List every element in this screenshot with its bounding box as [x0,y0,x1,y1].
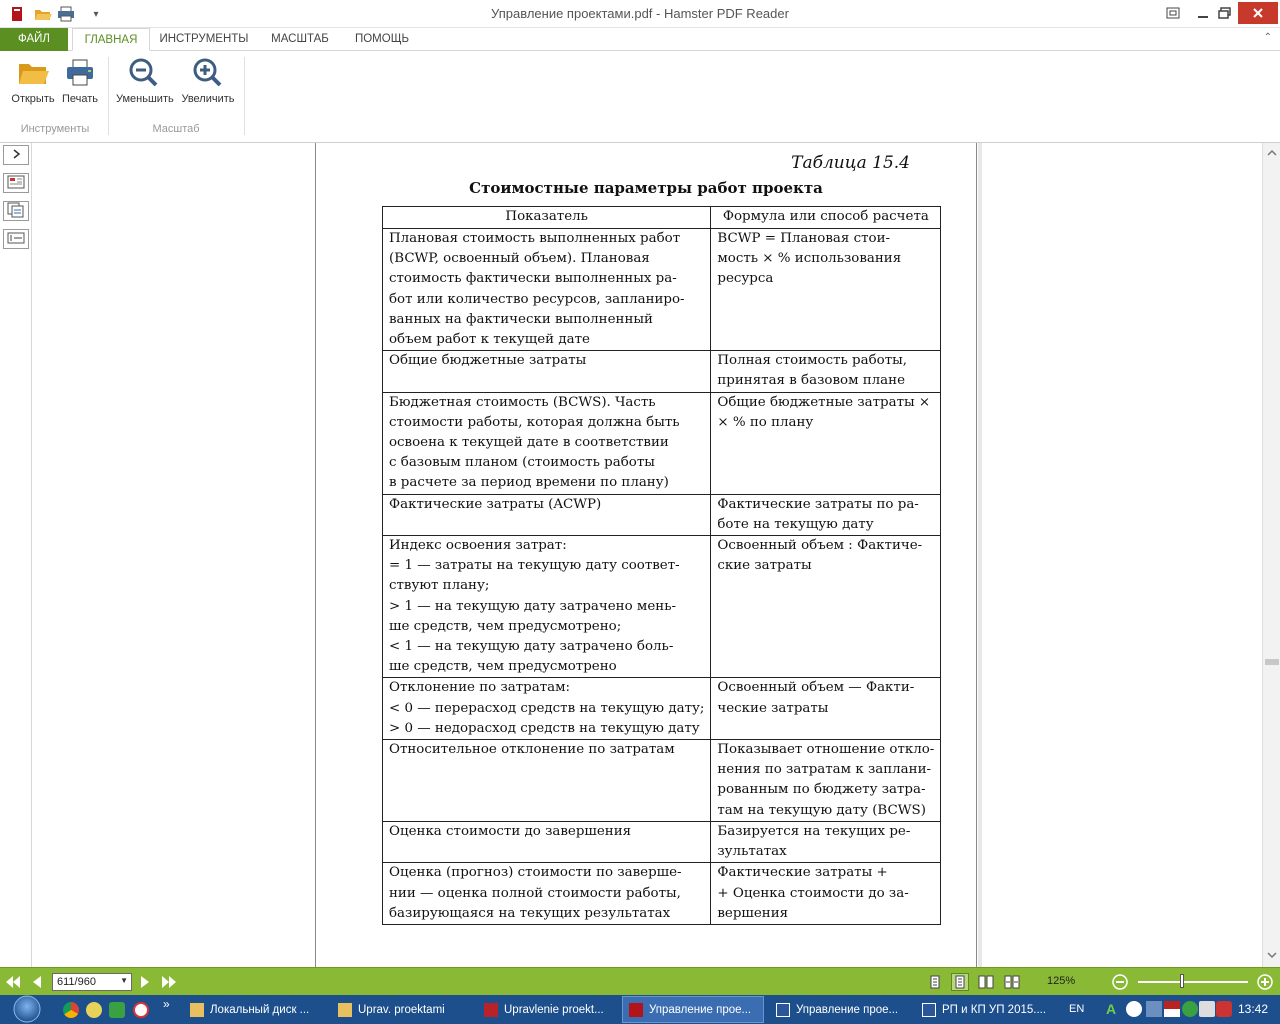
chevron-down-icon[interactable]: ▼ [120,976,128,985]
zoom-minus-icon[interactable] [1111,973,1129,991]
folder-icon [338,1003,352,1017]
taskbar [0,995,1280,1024]
zoom-in-label: Увеличить [181,93,235,105]
single-page-view-icon[interactable] [926,973,944,991]
indicator-cell [383,536,711,678]
indicator-cell [383,351,711,392]
table-row [383,863,941,925]
cell-text-line: Базируется на текущих ре- [717,823,911,839]
cell-text-line: ресурса [717,271,774,287]
app-tray-icon[interactable] [1216,1001,1232,1017]
quicklaunch-overflow-icon[interactable]: » [163,997,170,1011]
cell-text-line: там на текущую дату (BCWS) [717,802,926,818]
cell-text-line: Показывает отношение откло- [717,742,935,758]
cell-text-line: бот или количество ресурсов, запланиро- [389,291,685,307]
vertical-scrollbar[interactable] [1262,143,1280,967]
cell-text-line: боте на текущую дату [717,516,874,532]
clock[interactable]: 13:42 [1238,1002,1269,1016]
taskbar-item-label: Upravlenie proekt... [504,1003,604,1016]
cell-text-line: с базовым планом (стоимость работы [389,455,655,471]
table-row [383,392,941,494]
bookmarks-button[interactable] [3,229,29,249]
cell-text-line: стоимость фактически выполненных ра- [389,271,677,287]
table-number: Таблица 15.4 [791,153,910,173]
cell-text-line: < 0 — перерасход средств на текущую дату; [389,700,705,716]
pdf-page [315,143,977,967]
cell-text-line: Оценка стоимости до завершения [389,823,632,839]
indicator-cell [383,740,711,822]
formula-cell [711,229,941,351]
zoom-slider[interactable] [1138,981,1248,983]
table-header-row [383,207,941,229]
two-page-view-icon[interactable] [977,973,995,991]
taskbar-item-label: Управление прое... [796,1003,899,1016]
zoom-out-label: Уменьшить [116,93,174,105]
chrome-icon[interactable] [63,1002,79,1018]
network-icon[interactable] [1146,1001,1162,1017]
title-bar [0,0,1280,28]
zoom-plus-icon[interactable] [1256,973,1274,991]
cell-text-line: Оценка (прогноз) стоимости по заверше- [389,865,682,881]
cell-text-line: Общие бюджетные затраты × [717,394,931,410]
cell-text-line: рованным по бюджету затра- [717,782,926,798]
group-separator [108,57,109,135]
cell-text-line: Освоенный объем : Фактиче- [717,538,923,554]
cell-text-line: Освоенный объем — Факти- [717,680,915,696]
scroll-down-icon[interactable] [1264,949,1280,961]
cell-text-line: Общие бюджетные затраты [389,353,587,369]
formula-cell [711,863,941,925]
cell-text-line: Фактические затраты + [717,865,888,881]
zoom-in-button[interactable] [180,57,236,109]
cell-text-line: BCWP = Плановая стои- [717,231,891,246]
indicator-cell [383,392,711,494]
taskbar-item-word-doc[interactable] [770,996,912,1023]
cell-text-line: < 1 — на текущую дату затрачено боль- [389,639,674,655]
torrent-icon[interactable] [109,1002,125,1018]
indicator-cell [383,494,711,535]
thumbnails-icon [7,175,25,192]
mail-agent-icon[interactable] [86,1002,102,1018]
speaker-icon[interactable] [1199,1001,1215,1017]
cell-text-line: принятая в базовом плане [717,373,906,389]
previous-page-icon[interactable] [28,973,46,991]
printer-icon [52,57,108,89]
taskbar-item-pdf-file[interactable] [478,996,618,1023]
cell-text-line: ческие затраты [717,700,829,716]
taskbar-item-hamster-pdf[interactable] [622,996,764,1023]
zoom-in-icon [180,57,236,89]
table-row [383,821,941,862]
expand-panel-icon [11,148,21,162]
cell-text-line: Плановая стоимость выполненных работ [389,231,681,246]
last-page-icon[interactable] [160,973,178,991]
continuous-view-icon[interactable] [951,973,969,991]
taskbar-item-local-disk[interactable] [184,996,326,1023]
table-title: Стоимостные параметры работ проекта [469,179,823,197]
page-number-input[interactable] [52,973,132,991]
expand-panel-button[interactable] [3,145,29,165]
checkmark-icon[interactable] [1126,1001,1142,1017]
table-row [383,536,941,678]
side-panel-strip [0,143,32,967]
formula-cell [711,821,941,862]
indicator-cell [383,678,711,740]
taskbar-item-label: Локальный диск ... [210,1003,310,1016]
pages-icon [7,202,25,221]
taskbar-item-word-rp-kp[interactable] [916,996,1048,1023]
hamster-pdf-icon [629,1003,643,1017]
header-formula: Формула или способ расчета [711,207,941,229]
cell-text-line: Бюджетная стоимость (BCWS). Часть [389,394,656,410]
group-label-tools: Инструменты [20,123,90,135]
group-separator [244,57,245,135]
cell-text-line: + Оценка стоимости до за- [717,885,909,901]
group-label-zoom: Масштаб [152,123,200,135]
word-icon [922,1003,936,1017]
cell-text-line: Относительное отклонение по затратам [389,742,675,758]
cell-text-line: Фактические затраты по ра- [717,496,919,512]
formula-cell [711,740,941,822]
cell-text-line: освоена к текущей дате в соответствии [389,435,669,451]
language-indicator[interactable]: EN [1069,1003,1085,1015]
cell-text-line: × % по плану [717,414,814,430]
document-viewport[interactable] [32,143,1262,967]
cell-text-line: (BCWP, освоенный объем). Плановая [389,251,650,267]
scrollbar-thumb[interactable] [1265,659,1279,665]
print-label: Печать [61,93,99,105]
cell-text-line: зультатах [717,844,787,860]
cell-text-line: = 1 — затраты на текущую дату соответ- [389,558,680,574]
tab-zoom[interactable]: МАСШТАБ [271,33,329,45]
zoom-slider-handle[interactable] [1180,974,1184,988]
print-button[interactable] [52,57,108,109]
formula-cell [711,536,941,678]
quick-access-dropdown-icon[interactable]: ▾ [93,8,99,20]
zoom-out-button[interactable] [116,57,172,109]
cell-text-line: в расчете за период времени по плану) [389,475,669,491]
formula-cell [711,351,941,392]
indicator-cell [383,229,711,351]
window-title: Управление проектами.pdf - Hamster PDF Reader [491,6,789,21]
page-edge [978,143,982,967]
taskbar-item-label: Uprav. proektami [358,1003,445,1016]
cell-text-line: ские затраты [717,558,812,574]
cell-text-line: > 1 — на текущую дату затрачено мень- [389,598,677,614]
tab-help[interactable]: ПОМОЩЬ [354,33,410,45]
zoom-level: 125% [1047,975,1076,987]
antivirus-icon[interactable]: A [1106,1001,1117,1017]
tab-tools[interactable]: ИНСТРУМЕНТЫ [159,33,249,45]
ribbon [0,51,1280,143]
folder-icon [190,1003,204,1017]
table-row [383,678,941,740]
open-label: Открыть [11,93,55,105]
table-row [383,229,941,351]
cell-text-line: объем работ к текущей дате [389,332,590,348]
cell-text-line: Полная стоимость работы, [717,353,908,369]
status-bar [0,967,1280,995]
cell-text-line: Индекс освоения затрат: [389,538,567,554]
scroll-up-icon[interactable] [1264,147,1280,159]
table-row [383,351,941,392]
cell-text-line: Отклонение по затратам: [389,680,571,696]
yandex-browser-icon[interactable] [133,1002,149,1018]
ribbon-tabs [0,28,1280,51]
cell-text-line: стоимости работы, которая должна быть [389,414,680,430]
cell-text-line: базирующаяся на текущих результатах [389,905,671,921]
two-page-continuous-view-icon[interactable] [1003,973,1021,991]
thumbnails-button[interactable] [3,173,29,193]
first-page-icon[interactable] [4,973,22,991]
cell-text-line: Фактические затраты (ACWP) [389,496,602,512]
formula-cell [711,392,941,494]
cell-text-line: вершения [717,905,789,921]
cell-text-line: ванных на фактически выполненный [389,311,653,327]
formula-cell [711,678,941,740]
info-icon[interactable] [1182,1001,1198,1017]
zoom-out-icon [116,57,172,89]
cost-parameters-table [382,206,941,925]
table-row [383,494,941,535]
tab-home[interactable]: ГЛАВНАЯ [72,28,150,51]
tab-file[interactable]: ФАЙЛ [0,28,68,51]
maximize-button[interactable] [1210,0,1240,26]
header-indicator: Показатель [383,207,711,229]
pages-button[interactable] [3,201,29,221]
taskbar-item-label: РП и КП УП 2015.... [942,1003,1047,1016]
cell-text-line: ше средств, чем предусмотрено; [389,618,622,634]
table-row [383,740,941,822]
taskbar-item-uprav-proektami[interactable] [332,996,474,1023]
cell-text-line: ствуют плану; [389,578,490,594]
page-number-value: 611/960 [57,976,96,988]
word-icon [776,1003,790,1017]
indicator-cell [383,821,711,862]
taskbar-item-label: Управление прое... [649,1003,752,1016]
cell-text-line: мость × % использования [717,251,902,267]
flag-icon[interactable] [1164,1001,1180,1017]
restore-layout-icon[interactable] [1158,0,1188,26]
bookmarks-icon [7,232,25,247]
next-page-icon[interactable] [136,973,154,991]
ribbon-collapse-icon[interactable]: ⌃ [1263,32,1272,43]
cell-text-line: нии — оценка полной стоимости работы, [389,885,681,901]
cell-text-line: > 0 — недорасход средств на текущую дату [389,720,700,736]
formula-cell [711,494,941,535]
cell-text-line: ше средств, чем предусмотрено [389,659,617,675]
cell-text-line: нения по затратам к заплани- [717,762,932,778]
pdf-icon [484,1003,498,1017]
start-button[interactable] [12,995,42,1024]
indicator-cell [383,863,711,925]
close-button[interactable] [1238,2,1278,24]
